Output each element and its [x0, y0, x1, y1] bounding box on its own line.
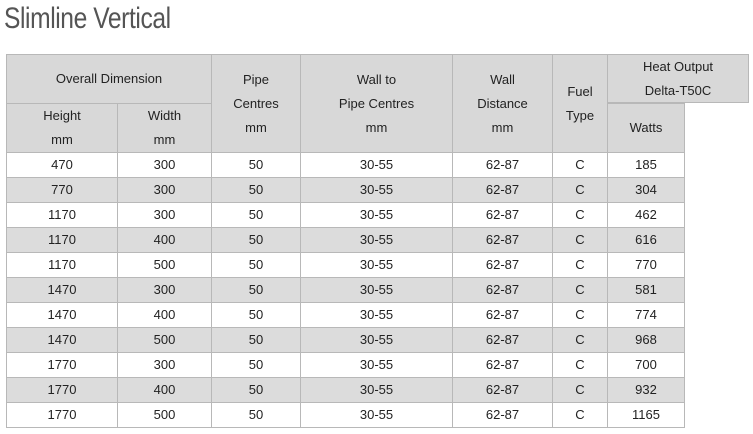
- cell-heat-output: 462: [608, 203, 685, 228]
- table-row: [7, 378, 685, 403]
- cell-height: 770: [7, 178, 118, 203]
- cell-heat-output: 185: [608, 153, 685, 178]
- heat-output-header-box: Heat Output Delta-T50C: [607, 54, 749, 103]
- cell-height: 1770: [7, 403, 118, 428]
- cell-wall-to-pipe-centres: 30-55: [301, 278, 453, 303]
- cell-wall-distance: 62-87: [453, 403, 553, 428]
- cell-width: 300: [118, 153, 212, 178]
- table-row: [7, 353, 685, 378]
- cell-height: 1170: [7, 228, 118, 253]
- header-height: Height mm: [7, 104, 118, 153]
- cell-wall-to-pipe-centres: 30-55: [301, 303, 453, 328]
- cell-wall-distance: 62-87: [453, 178, 553, 203]
- header-watts: Watts: [608, 104, 685, 153]
- cell-heat-output: 774: [608, 303, 685, 328]
- cell-fuel-type: C: [553, 328, 608, 353]
- cell-heat-output: 1165: [608, 403, 685, 428]
- cell-fuel-type: C: [553, 203, 608, 228]
- table-row: [7, 278, 685, 303]
- cell-width: 300: [118, 278, 212, 303]
- header-overall-dimension: Overall Dimension: [7, 55, 212, 104]
- cell-pipe-centres: 50: [212, 303, 301, 328]
- table-row: [7, 403, 685, 428]
- cell-heat-output: 616: [608, 228, 685, 253]
- cell-wall-distance: 62-87: [453, 353, 553, 378]
- cell-wall-distance: 62-87: [453, 253, 553, 278]
- cell-wall-to-pipe-centres: 30-55: [301, 228, 453, 253]
- cell-pipe-centres: 50: [212, 253, 301, 278]
- table-body: [7, 153, 685, 428]
- cell-wall-distance: 62-87: [453, 328, 553, 353]
- cell-wall-distance: 62-87: [453, 153, 553, 178]
- cell-wall-to-pipe-centres: 30-55: [301, 353, 453, 378]
- cell-fuel-type: C: [553, 253, 608, 278]
- cell-wall-to-pipe-centres: 30-55: [301, 178, 453, 203]
- cell-width: 500: [118, 403, 212, 428]
- cell-fuel-type: C: [553, 228, 608, 253]
- cell-pipe-centres: 50: [212, 178, 301, 203]
- spec-table: [6, 54, 714, 428]
- cell-pipe-centres: 50: [212, 353, 301, 378]
- header-pipe-centres: Pipe Centres mm: [212, 55, 301, 153]
- cell-fuel-type: C: [553, 278, 608, 303]
- cell-width: 500: [118, 253, 212, 278]
- header-wall-to-pipe-centres: Wall to Pipe Centres mm: [301, 55, 453, 153]
- cell-wall-distance: 62-87: [453, 378, 553, 403]
- cell-wall-to-pipe-centres: 30-55: [301, 153, 453, 178]
- cell-width: 300: [118, 353, 212, 378]
- cell-width: 300: [118, 203, 212, 228]
- cell-pipe-centres: 50: [212, 378, 301, 403]
- spec-table-wrapper: [6, 54, 714, 428]
- cell-height: 1770: [7, 353, 118, 378]
- cell-pipe-centres: 50: [212, 278, 301, 303]
- cell-height: 1470: [7, 303, 118, 328]
- cell-fuel-type: C: [553, 378, 608, 403]
- cell-height: 1170: [7, 253, 118, 278]
- cell-wall-to-pipe-centres: 30-55: [301, 328, 453, 353]
- cell-height: 1470: [7, 328, 118, 353]
- cell-heat-output: 770: [608, 253, 685, 278]
- table-row: [7, 178, 685, 203]
- header-fuel-type: Fuel Type: [553, 55, 608, 153]
- cell-heat-output: 968: [608, 328, 685, 353]
- cell-height: 1770: [7, 378, 118, 403]
- cell-heat-output: 700: [608, 353, 685, 378]
- cell-width: 400: [118, 228, 212, 253]
- cell-width: 300: [118, 178, 212, 203]
- cell-wall-distance: 62-87: [453, 278, 553, 303]
- cell-wall-to-pipe-centres: 30-55: [301, 403, 453, 428]
- table-row: [7, 228, 685, 253]
- cell-fuel-type: C: [553, 178, 608, 203]
- cell-heat-output: 932: [608, 378, 685, 403]
- cell-height: 1470: [7, 278, 118, 303]
- cell-wall-to-pipe-centres: 30-55: [301, 378, 453, 403]
- cell-height: 1170: [7, 203, 118, 228]
- table-row: [7, 153, 685, 178]
- cell-wall-distance: 62-87: [453, 203, 553, 228]
- header-wall-distance: Wall Distance mm: [453, 55, 553, 153]
- table-row: [7, 328, 685, 353]
- cell-fuel-type: C: [553, 353, 608, 378]
- cell-wall-distance: 62-87: [453, 303, 553, 328]
- cell-pipe-centres: 50: [212, 153, 301, 178]
- header-heat-output: [608, 55, 714, 104]
- cell-wall-to-pipe-centres: 30-55: [301, 253, 453, 278]
- cell-heat-output: 581: [608, 278, 685, 303]
- cell-width: 500: [118, 328, 212, 353]
- cell-fuel-type: C: [553, 303, 608, 328]
- cell-pipe-centres: 50: [212, 328, 301, 353]
- cell-heat-output: 304: [608, 178, 685, 203]
- cell-width: 400: [118, 378, 212, 403]
- table-row: [7, 253, 685, 278]
- cell-height: 470: [7, 153, 118, 178]
- table-row: [7, 303, 685, 328]
- cell-width: 400: [118, 303, 212, 328]
- cell-fuel-type: C: [553, 153, 608, 178]
- cell-pipe-centres: 50: [212, 228, 301, 253]
- cell-pipe-centres: 50: [212, 203, 301, 228]
- cell-pipe-centres: 50: [212, 403, 301, 428]
- page-title: Slimline Vertical: [4, 2, 171, 35]
- cell-fuel-type: C: [553, 403, 608, 428]
- table-row: [7, 203, 685, 228]
- cell-wall-distance: 62-87: [453, 228, 553, 253]
- header-width: Width mm: [118, 104, 212, 153]
- cell-wall-to-pipe-centres: 30-55: [301, 203, 453, 228]
